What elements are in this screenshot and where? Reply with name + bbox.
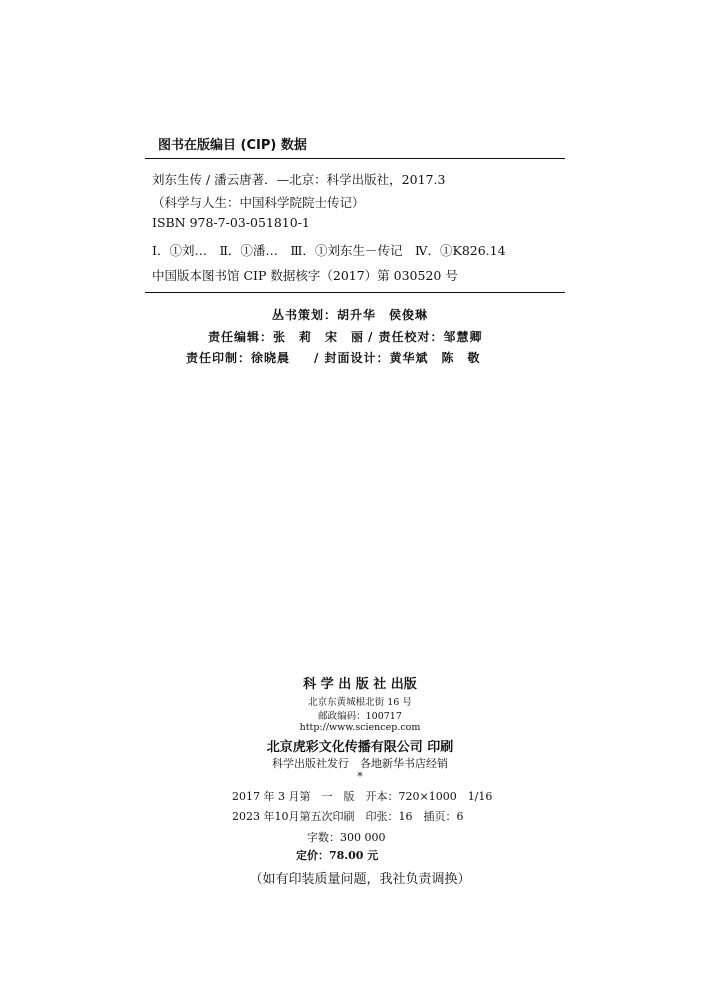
- cip-line-series: （科学与人生：中国科学院院士传记）: [152, 195, 365, 210]
- cip-heading: 图书在版编目 (CIP) 数据: [158, 138, 307, 153]
- series-planner: 丛书策划：胡升华 侯俊琳: [272, 308, 429, 322]
- price: 定价：78.00 元: [296, 849, 379, 862]
- publisher-name: 科 学 出 版 社 出版: [303, 677, 417, 692]
- print-manager: 责任印制：徐晓晨: [186, 351, 291, 365]
- printer-name: 北京虎彩文化传播有限公司 印刷: [266, 740, 454, 755]
- quality-note: （如有印装质量问题，我社负责调换）: [249, 872, 471, 887]
- distribution-line: 科学出版社发行 各地新华书店经销: [272, 757, 448, 770]
- cip-top-rule: [145, 158, 565, 159]
- reprint-line: 2023 年10月第五次印刷 印张：16 插页：6: [232, 810, 464, 823]
- edition-line: 2017 年 3 月第 一 版 开本：720×1000 1/16: [232, 790, 493, 803]
- word-count: 字数：300 000: [307, 831, 386, 844]
- cover-designer: / 封面设计：黄华斌 陈 敬: [314, 351, 481, 365]
- separator-star: *: [357, 770, 363, 783]
- proofreader: / 责任校对：邹慧卿: [368, 330, 483, 344]
- cip-line-isbn: ISBN 978-7-03-051810-1: [152, 215, 310, 230]
- publisher-postcode: 邮政编码：100717: [318, 711, 402, 722]
- cip-bottom-rule: [145, 292, 565, 293]
- cip-line-title: 刘东生传 / 潘云唐著．—北京：科学出版社，2017.3: [152, 172, 446, 187]
- cip-line-cip-number: 中国版本图书馆 CIP 数据核字（2017）第 030520 号: [152, 268, 458, 283]
- cip-line-classification: Ⅰ．①刘… Ⅱ．①潘… Ⅲ．①刘东生－传记 Ⅳ．①K826.14: [152, 243, 506, 258]
- publisher-address: 北京东黄城根北街 16 号: [308, 697, 412, 708]
- publisher-website: http://www.sciencep.com: [299, 722, 421, 733]
- responsible-editor: 责任编辑：张 莉 宋 丽: [208, 330, 365, 344]
